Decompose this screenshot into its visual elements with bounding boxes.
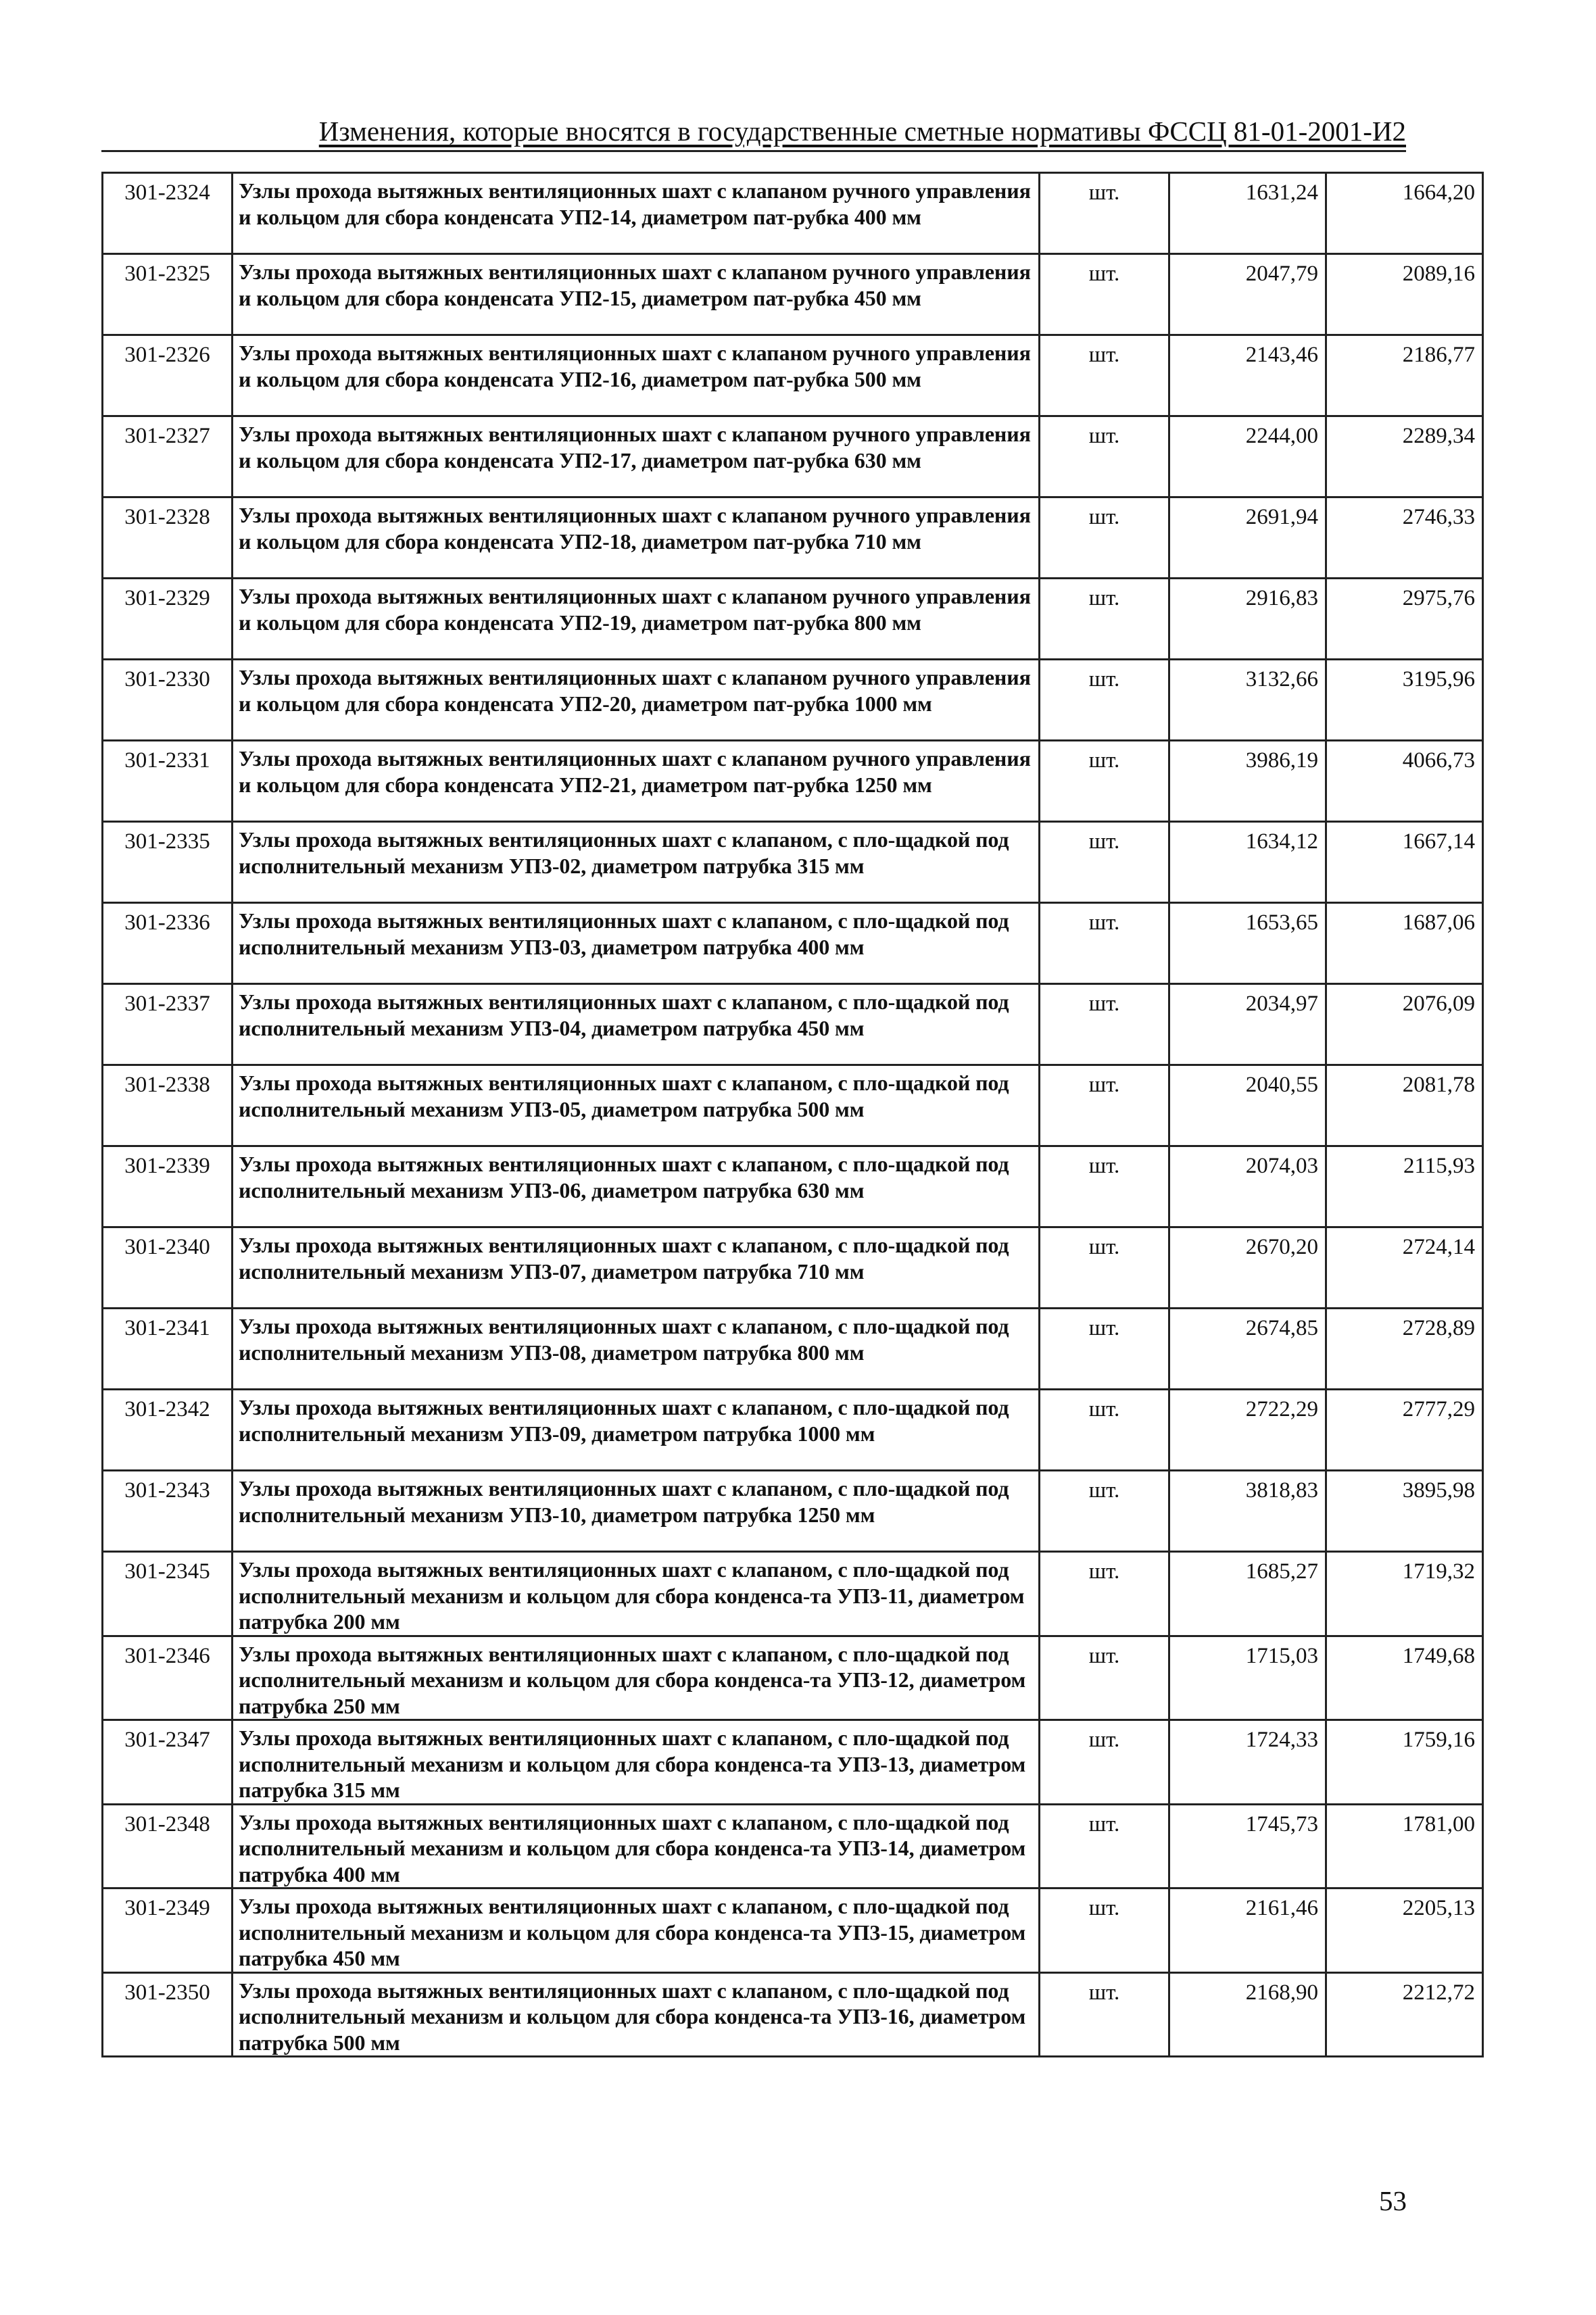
price2-cell: 2115,93 (1326, 1146, 1483, 1227)
price2-cell: 2975,76 (1326, 579, 1483, 660)
price1-cell: 2722,29 (1169, 1390, 1326, 1471)
price1-cell: 1745,73 (1169, 1804, 1326, 1888)
unit-cell: шт. (1040, 254, 1169, 335)
price2-cell: 1781,00 (1326, 1804, 1483, 1888)
price2-cell: 1719,32 (1326, 1552, 1483, 1636)
table-row (103, 1227, 1483, 1309)
description-cell: Узлы прохода вытяжных вентиляционных шахт с клапаном ручного управления и кольцом для сбора конденсата УП2-20, диаметром пат-рубка 1000 мм (233, 660, 1040, 741)
page-number: 53 (1379, 2185, 1407, 2216)
price2-cell: 1749,68 (1326, 1636, 1483, 1720)
price1-cell: 1631,24 (1169, 173, 1326, 254)
price2-cell: 2205,13 (1326, 1888, 1483, 1973)
unit-cell: шт. (1040, 822, 1169, 903)
table-row (103, 1390, 1483, 1471)
unit-cell: шт. (1040, 984, 1169, 1065)
description-cell: Узлы прохода вытяжных вентиляционных шахт с клапаном, с пло-щадкой под исполнительный механизм и кольцом для сбора конденса-та УП3-11, диаметром патрубка 200 мм (233, 1552, 1040, 1636)
description-cell: Узлы прохода вытяжных вентиляционных шахт с клапаном, с пло-щадкой под исполнительный механизм УП3-04, диаметром патрубка 450 мм (233, 984, 1040, 1065)
description-cell: Узлы прохода вытяжных вентиляционных шахт с клапаном, с пло-щадкой под исполнительный механизм УП3-02, диаметром патрубка 315 мм (233, 822, 1040, 903)
unit-cell: шт. (1040, 173, 1169, 254)
price2-cell: 1664,20 (1326, 173, 1483, 254)
price1-cell: 1653,65 (1169, 903, 1326, 984)
price-table (101, 172, 1484, 2057)
header-title: Изменения, которые вносятся в государственные сметные нормативы ФССЦ 81-01-2001-И2 (318, 116, 1406, 147)
unit-cell: шт. (1040, 741, 1169, 822)
description-cell: Узлы прохода вытяжных вентиляционных шахт с клапаном ручного управления и кольцом для сбора конденсата УП2-19, диаметром пат-рубка 800 мм (233, 579, 1040, 660)
price2-cell: 2186,77 (1326, 335, 1483, 416)
description-cell: Узлы прохода вытяжных вентиляционных шахт с клапаном, с пло-щадкой под исполнительный механизм УП3-05, диаметром патрубка 500 мм (233, 1065, 1040, 1146)
code-cell: 301-2335 (103, 822, 233, 903)
unit-cell: шт. (1040, 903, 1169, 984)
price2-cell: 2728,89 (1326, 1309, 1483, 1390)
table-row (103, 254, 1483, 335)
price2-cell: 2777,29 (1326, 1390, 1483, 1471)
code-cell: 301-2337 (103, 984, 233, 1065)
table-row (103, 1888, 1483, 1973)
price1-cell: 2040,55 (1169, 1065, 1326, 1146)
price2-cell: 2724,14 (1326, 1227, 1483, 1309)
unit-cell: шт. (1040, 1720, 1169, 1805)
price2-cell: 2289,34 (1326, 416, 1483, 497)
code-cell: 301-2327 (103, 416, 233, 497)
code-cell: 301-2342 (103, 1390, 233, 1471)
description-cell: Узлы прохода вытяжных вентиляционных шахт с клапаном, с пло-щадкой под исполнительный механизм УП3-10, диаметром патрубка 1250 мм (233, 1471, 1040, 1552)
table-row (103, 416, 1483, 497)
table-row (103, 173, 1483, 254)
unit-cell: шт. (1040, 1552, 1169, 1636)
code-cell: 301-2341 (103, 1309, 233, 1390)
unit-cell: шт. (1040, 1146, 1169, 1227)
description-cell: Узлы прохода вытяжных вентиляционных шахт с клапаном, с пло-щадкой под исполнительный механизм и кольцом для сбора конденса-та УП3-13, диаметром патрубка 315 мм (233, 1720, 1040, 1805)
price1-cell: 2074,03 (1169, 1146, 1326, 1227)
description-cell: Узлы прохода вытяжных вентиляционных шахт с клапаном, с пло-щадкой под исполнительный механизм и кольцом для сбора конденса-та УП3-12, диаметром патрубка 250 мм (233, 1636, 1040, 1720)
description-cell: Узлы прохода вытяжных вентиляционных шахт с клапаном, с пло-щадкой под исполнительный механизм и кольцом для сбора конденса-та УП3-15, диаметром патрубка 450 мм (233, 1888, 1040, 1973)
price1-cell: 2674,85 (1169, 1309, 1326, 1390)
table-row (103, 822, 1483, 903)
table-row (103, 660, 1483, 741)
code-cell: 301-2331 (103, 741, 233, 822)
unit-cell: шт. (1040, 579, 1169, 660)
unit-cell: шт. (1040, 416, 1169, 497)
price1-cell: 2168,90 (1169, 1972, 1326, 2057)
unit-cell: шт. (1040, 1390, 1169, 1471)
table-row (103, 903, 1483, 984)
price1-cell: 3986,19 (1169, 741, 1326, 822)
description-cell: Узлы прохода вытяжных вентиляционных шахт с клапаном ручного управления и кольцом для сбора конденсата УП2-18, диаметром пат-рубка 710 мм (233, 497, 1040, 579)
price2-cell: 2076,09 (1326, 984, 1483, 1065)
code-cell: 301-2326 (103, 335, 233, 416)
code-cell: 301-2339 (103, 1146, 233, 1227)
table-row (103, 335, 1483, 416)
unit-cell: шт. (1040, 1636, 1169, 1720)
table-row (103, 741, 1483, 822)
price2-cell: 2081,78 (1326, 1065, 1483, 1146)
price2-cell: 2746,33 (1326, 497, 1483, 579)
table-row (103, 1146, 1483, 1227)
price2-cell: 2089,16 (1326, 254, 1483, 335)
description-cell: Узлы прохода вытяжных вентиляционных шахт с клапаном, с пло-щадкой под исполнительный механизм и кольцом для сбора конденса-та УП3-14, диаметром патрубка 400 мм (233, 1804, 1040, 1888)
unit-cell: шт. (1040, 497, 1169, 579)
price1-cell: 3818,83 (1169, 1471, 1326, 1552)
description-cell: Узлы прохода вытяжных вентиляционных шахт с клапаном, с пло-щадкой под исполнительный механизм УП3-07, диаметром патрубка 710 мм (233, 1227, 1040, 1309)
code-cell: 301-2343 (103, 1471, 233, 1552)
code-cell: 301-2348 (103, 1804, 233, 1888)
code-cell: 301-2350 (103, 1972, 233, 2057)
unit-cell: шт. (1040, 1471, 1169, 1552)
price1-cell: 1634,12 (1169, 822, 1326, 903)
price1-cell: 1685,27 (1169, 1552, 1326, 1636)
price2-cell: 1687,06 (1326, 903, 1483, 984)
code-cell: 301-2328 (103, 497, 233, 579)
table-row (103, 1552, 1483, 1636)
code-cell: 301-2336 (103, 903, 233, 984)
price1-cell: 2034,97 (1169, 984, 1326, 1065)
description-cell: Узлы прохода вытяжных вентиляционных шахт с клапаном ручного управления и кольцом для сбора конденсата УП2-15, диаметром пат-рубка 450 мм (233, 254, 1040, 335)
table-row (103, 1636, 1483, 1720)
description-cell: Узлы прохода вытяжных вентиляционных шахт с клапаном, с пло-щадкой под исполнительный механизм УП3-08, диаметром патрубка 800 мм (233, 1309, 1040, 1390)
price2-cell: 4066,73 (1326, 741, 1483, 822)
code-cell: 301-2340 (103, 1227, 233, 1309)
table-row (103, 579, 1483, 660)
price-table-body (103, 173, 1483, 2057)
unit-cell: шт. (1040, 335, 1169, 416)
code-cell: 301-2347 (103, 1720, 233, 1805)
price2-cell: 2212,72 (1326, 1972, 1483, 2057)
price2-cell: 3895,98 (1326, 1471, 1483, 1552)
price1-cell: 2143,46 (1169, 335, 1326, 416)
description-cell: Узлы прохода вытяжных вентиляционных шахт с клапаном ручного управления и кольцом для сбора конденсата УП2-14, диаметром пат-рубка 400 мм (233, 173, 1040, 254)
code-cell: 301-2349 (103, 1888, 233, 1973)
table-row (103, 1972, 1483, 2057)
description-cell: Узлы прохода вытяжных вентиляционных шахт с клапаном ручного управления и кольцом для сбора конденсата УП2-21, диаметром пат-рубка 1250 мм (233, 741, 1040, 822)
table-row (103, 1309, 1483, 1390)
price2-cell: 3195,96 (1326, 660, 1483, 741)
price2-cell: 1759,16 (1326, 1720, 1483, 1805)
unit-cell: шт. (1040, 1888, 1169, 1973)
price1-cell: 1724,33 (1169, 1720, 1326, 1805)
description-cell: Узлы прохода вытяжных вентиляционных шахт с клапаном, с пло-щадкой под исполнительный механизм и кольцом для сбора конденса-та УП3-16, диаметром патрубка 500 мм (233, 1972, 1040, 2057)
price2-cell: 1667,14 (1326, 822, 1483, 903)
table-row (103, 1471, 1483, 1552)
description-cell: Узлы прохода вытяжных вентиляционных шахт с клапаном ручного управления и кольцом для сбора конденсата УП2-17, диаметром пат-рубка 630 мм (233, 416, 1040, 497)
description-cell: Узлы прохода вытяжных вентиляционных шахт с клапаном, с пло-щадкой под исполнительный механизм УП3-03, диаметром патрубка 400 мм (233, 903, 1040, 984)
unit-cell: шт. (1040, 1065, 1169, 1146)
unit-cell: шт. (1040, 1804, 1169, 1888)
unit-cell: шт. (1040, 1227, 1169, 1309)
table-row (103, 1804, 1483, 1888)
code-cell: 301-2330 (103, 660, 233, 741)
price1-cell: 3132,66 (1169, 660, 1326, 741)
unit-cell: шт. (1040, 1309, 1169, 1390)
code-cell: 301-2325 (103, 254, 233, 335)
price1-cell: 2047,79 (1169, 254, 1326, 335)
unit-cell: шт. (1040, 1972, 1169, 2057)
code-cell: 301-2329 (103, 579, 233, 660)
description-cell: Узлы прохода вытяжных вентиляционных шахт с клапаном, с пло-щадкой под исполнительный механизм УП3-09, диаметром патрубка 1000 мм (233, 1390, 1040, 1471)
page-header (101, 114, 1406, 152)
price1-cell: 2670,20 (1169, 1227, 1326, 1309)
table-row (103, 1065, 1483, 1146)
table-row (103, 497, 1483, 579)
price1-cell: 2161,46 (1169, 1888, 1326, 1973)
price1-cell: 2244,00 (1169, 416, 1326, 497)
code-cell: 301-2346 (103, 1636, 233, 1720)
code-cell: 301-2338 (103, 1065, 233, 1146)
table-row (103, 984, 1483, 1065)
price1-cell: 1715,03 (1169, 1636, 1326, 1720)
price1-cell: 2691,94 (1169, 497, 1326, 579)
code-cell: 301-2324 (103, 173, 233, 254)
table-row (103, 1720, 1483, 1805)
price1-cell: 2916,83 (1169, 579, 1326, 660)
description-cell: Узлы прохода вытяжных вентиляционных шахт с клапаном, с пло-щадкой под исполнительный механизм УП3-06, диаметром патрубка 630 мм (233, 1146, 1040, 1227)
unit-cell: шт. (1040, 660, 1169, 741)
code-cell: 301-2345 (103, 1552, 233, 1636)
description-cell: Узлы прохода вытяжных вентиляционных шахт с клапаном ручного управления и кольцом для сбора конденсата УП2-16, диаметром пат-рубка 500 мм (233, 335, 1040, 416)
